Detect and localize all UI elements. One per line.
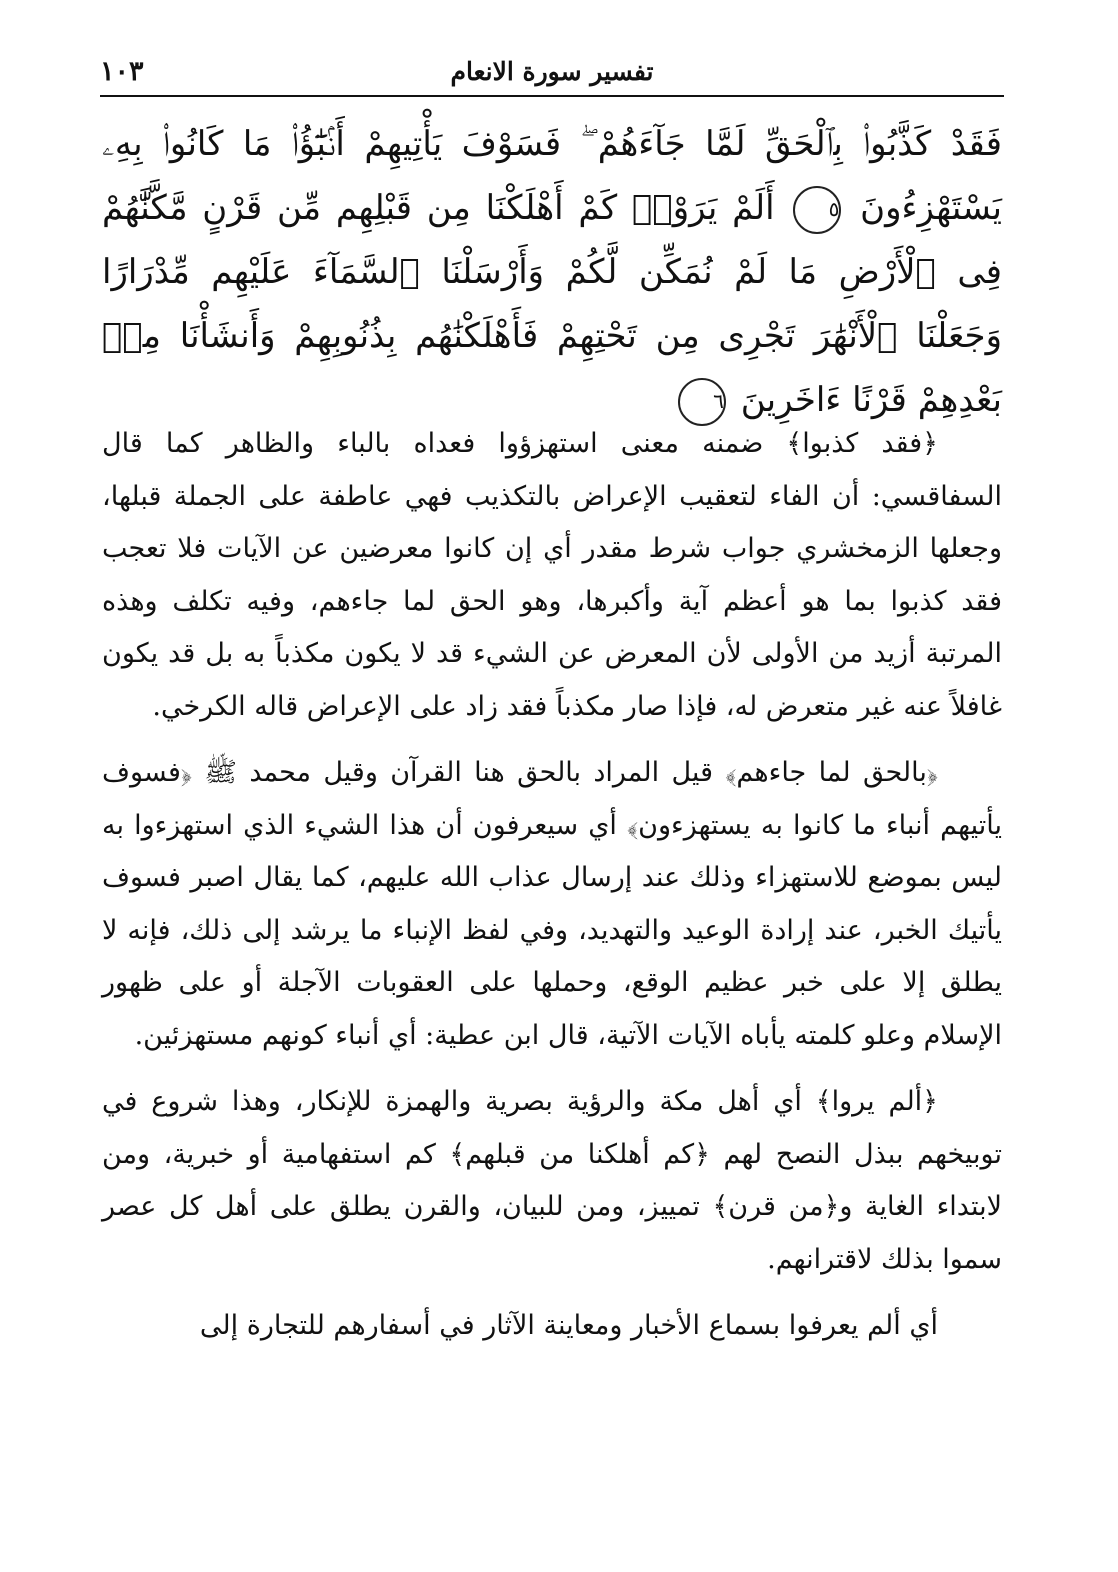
quran-verses — [102, 112, 1002, 432]
page-header — [100, 54, 1004, 96]
quran-verse-text: أَلَمْ يَرَوْا۟ كَمْ أَهْلَكْنَا مِن قَبْلِهِم مِّن قَرْنٍ مَّكَّنَّٰهُمْ فِى ٱلْأَرْضِ مَا لَمْ نُمَكِّن لَّكُمْ وَأَرْسَلْنَا ٱلسَّمَآءَ عَلَيْهِم مِّدْرَارًا وَجَعَلْنَا ٱلْأَنْهَٰرَ تَجْرِى مِن تَحْتِهِمْ فَأَهْلَكْنَٰهُم بِذُنُوبِهِمْ وَأَنشَأْنَا مِنۢ بَعْدِهِمْ قَرْنًا ءَاخَرِينَ — [102, 188, 1002, 420]
page-title: تفسير سورة الانعام — [450, 57, 654, 86]
commentary-paragraph: ﴿فقد كذبوا﴾ ضمنه معنى استهزؤوا فعداه بالباء والظاهر كما قال السفاقسي: أن الفاء لتعقيب الإعراض بالتكذيب فهي عاطفة على الجملة قبلها، وجعلها الزمخشري جواب شرط مقدر أي إن كانوا معرضين عن الآيات فلا تعجب فقد كذبوا بما هو أعظم آية وأكبرها، وهو الحق لما جاءهم، وفيه تكلف وهذه المرتبة أزيد من الأولى لأن المعرض عن الشيء قد لا يكون مكذباً به بل قد يكون غافلاً عنه غير متعرض له، فإذا صار مكذباً فقد زاد على الإعراض قاله الكرخي. — [102, 428, 1002, 722]
commentary-paragraph: أي ألم يعرفوا بسماع الأخبار ومعاينة الآثار في أسفارهم للتجارة إلى — [199, 1310, 938, 1341]
page-number: ١٠٣ — [100, 56, 144, 87]
verse-number-marker: ٥ — [793, 186, 841, 234]
commentary-paragraph: ﴿ألم يروا﴾ أي أهل مكة والرؤية بصرية والهمزة للإنكار، وهذا شروع في توبيخهم ببذل النصح لهم ﴿كم أهلكنا من قبلهم﴾ كم استفهامية أو خبرية، ومن لابتداء الغاية و﴿من قرن﴾ تمييز، ومن للبيان، والقرن يطلق على أهل كل عصر سموا بذلك لاقترانهم. — [102, 1086, 1002, 1275]
quran-verse-text: فَقَدْ كَذَّبُوا۟ بِٱلْحَقِّ لَمَّا جَآءَهُمْ ۖ فَسَوْفَ يَأْتِيهِمْ أَنۢبَٰٓؤُا۟ مَا كَانُوا۟ بِهِۦ يَسْتَهْزِءُونَ — [102, 124, 1002, 228]
verse-number-marker: ٦ — [678, 378, 726, 426]
header-divider — [100, 95, 1004, 97]
commentary-paragraph: ﴿بالحق لما جاءهم﴾ قيل المراد بالحق هنا القرآن وقيل محمد ﷺ ﴿فسوف يأتيهم أنباء ما كانوا به يستهزءون﴾ أي سيعرفون أن هذا الشيء الذي استهزءوا به ليس بموضع للاستهزاء وذلك عند إرسال عذاب الله عليهم، كما يقال اصبر فسوف يأتيك الخبر، عند إرادة الوعيد والتهديد، وفي لفظ الإنباء ما يرشد إلى ذلك، فإنه لا يطلق إلا على خبر عظيم الوقع، وحملها على العقوبات الآجلة أو على ظهور الإسلام وعلو كلمته يأباه الآيات الآتية، قال ابن عطية: أي أنباء كونهم مستهزئين. — [102, 757, 1002, 1051]
commentary-body — [102, 418, 1002, 1353]
